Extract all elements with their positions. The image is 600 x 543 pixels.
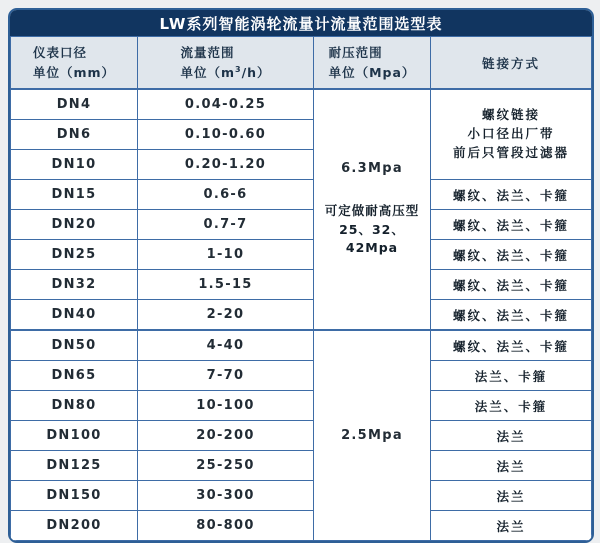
selection-table <box>10 36 592 541</box>
table-row <box>11 481 592 511</box>
diameter-cell: DN80 <box>11 391 138 421</box>
header-flow-line1: 流量范围 <box>180 45 235 61</box>
connection-cell: 螺纹、法兰、卡箍 <box>431 240 592 270</box>
table-row <box>11 180 592 210</box>
flow-range-cell: 0.7-7 <box>138 210 314 240</box>
header-flow-line2: 单位$(m^3/h)$ <box>180 64 271 80</box>
diameter-cell: DN4 <box>11 89 138 120</box>
header-pressure-line1: 耐压范围 <box>328 45 383 61</box>
header-pressure <box>314 37 431 90</box>
pressure-group-cell-low <box>314 330 431 541</box>
table-row <box>11 421 592 451</box>
table-title: LW系列智能涡轮流量计流量范围选型表 <box>10 10 592 36</box>
flow-range-cell: 0.04-0.25 <box>138 89 314 120</box>
connection-cell: 法兰 <box>431 421 592 451</box>
diameter-cell: DN100 <box>11 421 138 451</box>
flow-range-cell: 80-800 <box>138 511 314 541</box>
header-diameter <box>11 37 138 90</box>
flow-range-cell: 0.20-1.20 <box>138 150 314 180</box>
pressure-note: 可定做耐高压型 25、32、42Mpa <box>324 202 420 256</box>
connection-cell: 螺纹、法兰、卡箍 <box>431 270 592 300</box>
flow-range-cell: 25-250 <box>138 451 314 481</box>
flow-range-cell: 10-100 <box>138 391 314 421</box>
flow-range-cell: 1.5-15 <box>138 270 314 300</box>
connection-merged-cell: 螺纹链接 小口径出厂带 前后只管段过滤器 <box>431 89 592 180</box>
diameter-cell: DN10 <box>11 150 138 180</box>
table-row <box>11 300 592 331</box>
diameter-cell: DN200 <box>11 511 138 541</box>
diameter-cell: DN32 <box>11 270 138 300</box>
diameter-cell: DN15 <box>11 180 138 210</box>
diameter-cell: DN6 <box>11 120 138 150</box>
pressure-value: 2.5Mpa <box>341 428 403 443</box>
table-row <box>11 511 592 541</box>
table-row <box>11 270 592 300</box>
diameter-cell: DN150 <box>11 481 138 511</box>
table-row <box>11 89 592 120</box>
connection-cell: 螺纹、法兰、卡箍 <box>431 300 592 331</box>
connection-cell: 螺纹、法兰、卡箍 <box>431 210 592 240</box>
table-row <box>11 451 592 481</box>
connection-cell: 螺纹、法兰、卡箍 <box>431 180 592 210</box>
connection-cell: 法兰 <box>431 511 592 541</box>
diameter-cell: DN20 <box>11 210 138 240</box>
connection-cell: 法兰 <box>431 481 592 511</box>
diameter-cell: DN125 <box>11 451 138 481</box>
flow-range-cell: 1-10 <box>138 240 314 270</box>
table-row <box>11 240 592 270</box>
flow-range-cell: 4-40 <box>138 330 314 361</box>
flow-range-cell: 7-70 <box>138 361 314 391</box>
header-diameter-line2: 单位（mm） <box>32 64 116 80</box>
table-row <box>11 391 592 421</box>
diameter-cell: DN65 <box>11 361 138 391</box>
selection-table-card <box>8 8 594 543</box>
diameter-cell: DN40 <box>11 300 138 331</box>
connection-cell: 螺纹、法兰、卡箍 <box>431 330 592 361</box>
header-pressure-line2: 单位（Mpa） <box>328 64 416 80</box>
connection-cell: 法兰 <box>431 451 592 481</box>
header-flow-range <box>138 37 314 90</box>
connection-cell: 法兰、卡箍 <box>431 361 592 391</box>
table-row <box>11 210 592 240</box>
header-diameter-line1: 仪表口径 <box>32 45 87 61</box>
diameter-cell: DN50 <box>11 330 138 361</box>
table-row <box>11 361 592 391</box>
flow-range-cell: 0.10-0.60 <box>138 120 314 150</box>
table-row <box>11 330 592 361</box>
connection-cell: 法兰、卡箍 <box>431 391 592 421</box>
diameter-cell: DN25 <box>11 240 138 270</box>
pressure-group-cell-high <box>314 89 431 330</box>
flow-range-cell: 0.6-6 <box>138 180 314 210</box>
header-row <box>11 37 592 90</box>
header-connection: 链接方式 <box>431 37 592 90</box>
pressure-value: 6.3Mpa <box>341 160 403 176</box>
flow-range-cell: 30-300 <box>138 481 314 511</box>
flow-range-cell: 20-200 <box>138 421 314 451</box>
flow-range-cell: 2-20 <box>138 300 314 331</box>
